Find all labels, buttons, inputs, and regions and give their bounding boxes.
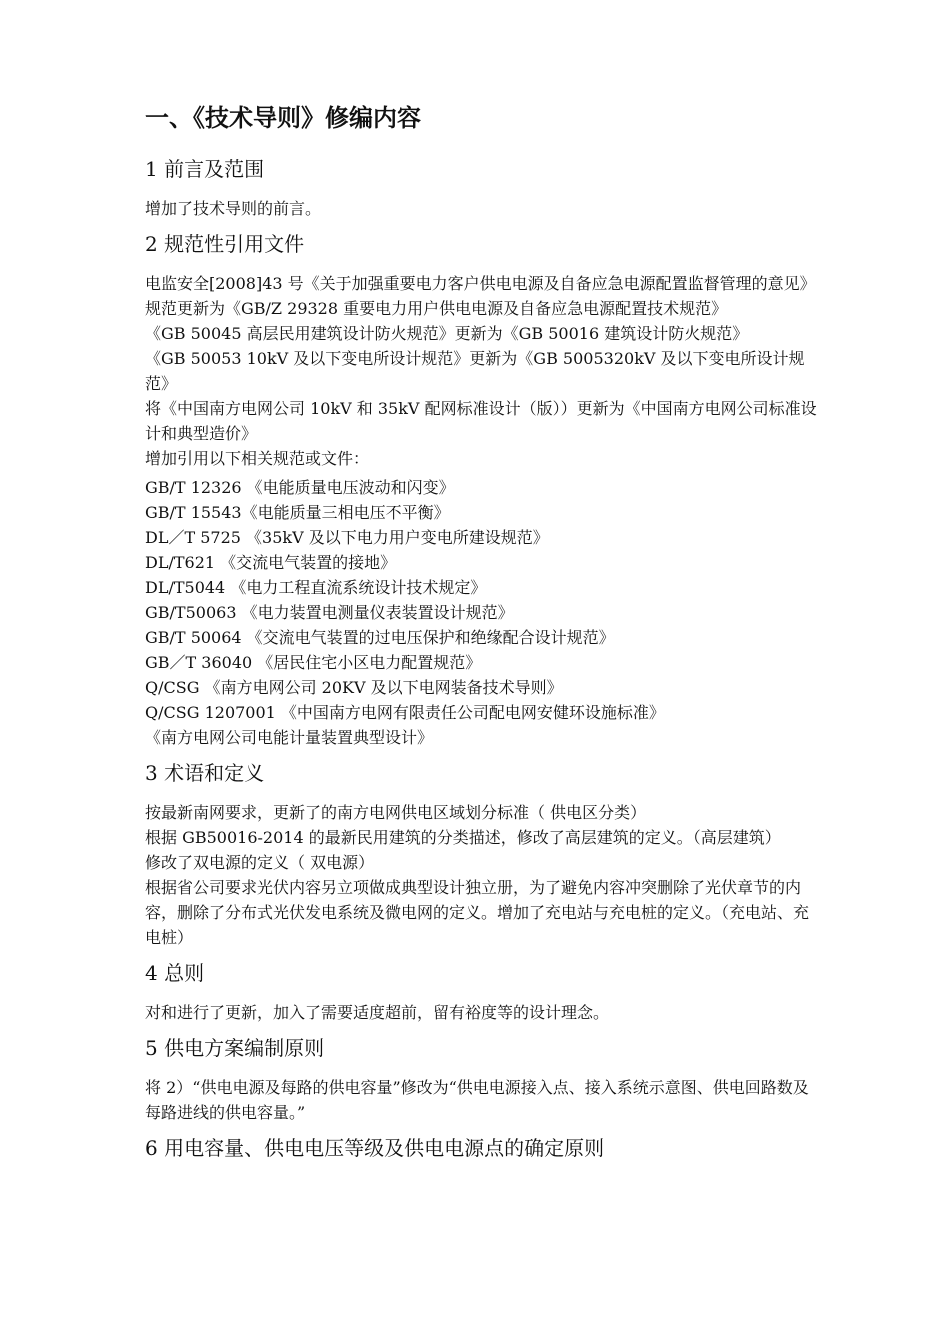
section-heading: 4 总则 <box>145 961 205 985</box>
section-heading: 3 术语和定义 <box>145 761 265 785</box>
reference-item: GB/T50063 《电力装置电测量仪表装置设计规范》 <box>145 603 514 622</box>
reference-item: 《南方电网公司电能计量装置典型设计》 <box>145 728 434 747</box>
section-normative-references <box>145 229 817 750</box>
section-paragraph: 修改了双电源的定义（ 双电源） <box>145 853 375 872</box>
section-heading: 6 用电容量、供电电压等级及供电电源点的确定原则 <box>145 1136 605 1160</box>
reference-item: GB/T 50064 《交流电气装置的过电压保护和绝缘配合设计规范》 <box>145 628 615 647</box>
section-capacity-voltage-principles <box>145 1133 817 1163</box>
reference-item: DL／T 5725 《35kV 及以下电力用户变电所建设规范》 <box>145 528 549 547</box>
document-body <box>145 100 817 1175</box>
section-general-principles <box>145 958 817 1025</box>
reference-item: GB／T 36040 《居民住宅小区电力配置规范》 <box>145 653 482 672</box>
reference-item: GB/T 15543《电能质量三相电压不平衡》 <box>145 503 450 522</box>
section-terms-definitions <box>145 758 817 950</box>
section-paragraph: 《GB 50045 高层民用建筑设计防火规范》更新为《GB 50016 建筑设计防火规范》 <box>145 324 749 343</box>
reference-item: GB/T 12326 《电能质量电压波动和闪变》 <box>145 478 455 497</box>
reference-item: DL/T621 《交流电气装置的接地》 <box>145 553 397 572</box>
document-title: 一、《技术导则》修编内容 <box>145 103 421 132</box>
section-paragraph: 将《中国南方电网公司 10kV 和 35kV 配网标准设计（版））更新为《中国南方电网公司标准设计和典型造价》 <box>145 399 817 443</box>
section-paragraph: 增加了技术导则的前言。 <box>145 199 322 218</box>
reference-item: DL/T5044 《电力工程直流系统设计技术规定》 <box>145 578 487 597</box>
section-paragraph: 增加引用以下相关规范或文件： <box>145 449 370 468</box>
section-paragraph: 将 2）“供电电源及每路的供电容量”修改为“供电电源接入点、接入系统示意图、供电回路数及每路进线的供电容量。” <box>145 1078 809 1122</box>
section-supply-plan-principles <box>145 1033 817 1125</box>
reference-item: Q/CSG 《南方电网公司 20KV 及以下电网装备技术导则》 <box>145 678 563 697</box>
section-heading: 1 前言及范围 <box>145 157 265 181</box>
reference-item: Q/CSG 1207001 《中国南方电网有限责任公司配电网安健环设施标准》 <box>145 703 665 722</box>
section-paragraph: 《GB 50053 10kV 及以下变电所设计规范》更新为《GB 5005320kV 及以下变电所设计规范》 <box>145 349 805 393</box>
section-heading: 5 供电方案编制原则 <box>145 1036 325 1060</box>
section-paragraph: 对和进行了更新，加入了需要适度超前，留有裕度等的设计理念。 <box>145 1003 610 1022</box>
section-paragraph: 按最新南网要求，更新了的南方电网供电区域划分标准（ 供电区分类） <box>145 803 647 822</box>
reference-list <box>145 475 817 750</box>
section-heading: 2 规范性引用文件 <box>145 232 305 256</box>
section-paragraph: 电监安全[2008]43 号《关于加强重要电力客户供电电源及自备应急电源配置监督管理的意见》规范更新为《GB/Z 29328 重要电力用户供电电源及自备应急电源配置技术规范》 <box>145 274 816 318</box>
section-preface-scope <box>145 154 817 221</box>
section-paragraph: 根据 GB50016-2014 的最新民用建筑的分类描述，修改了高层建筑的定义。（高层建筑） <box>145 828 781 847</box>
section-paragraph: 根据省公司要求光伏内容另立项做成典型设计独立册，为了避免内容冲突删除了光伏章节的内容，删除了分布式光伏发电系统及微电网的定义。增加了充电站与充电桩的定义。（充电站、充电桩） <box>145 878 810 947</box>
